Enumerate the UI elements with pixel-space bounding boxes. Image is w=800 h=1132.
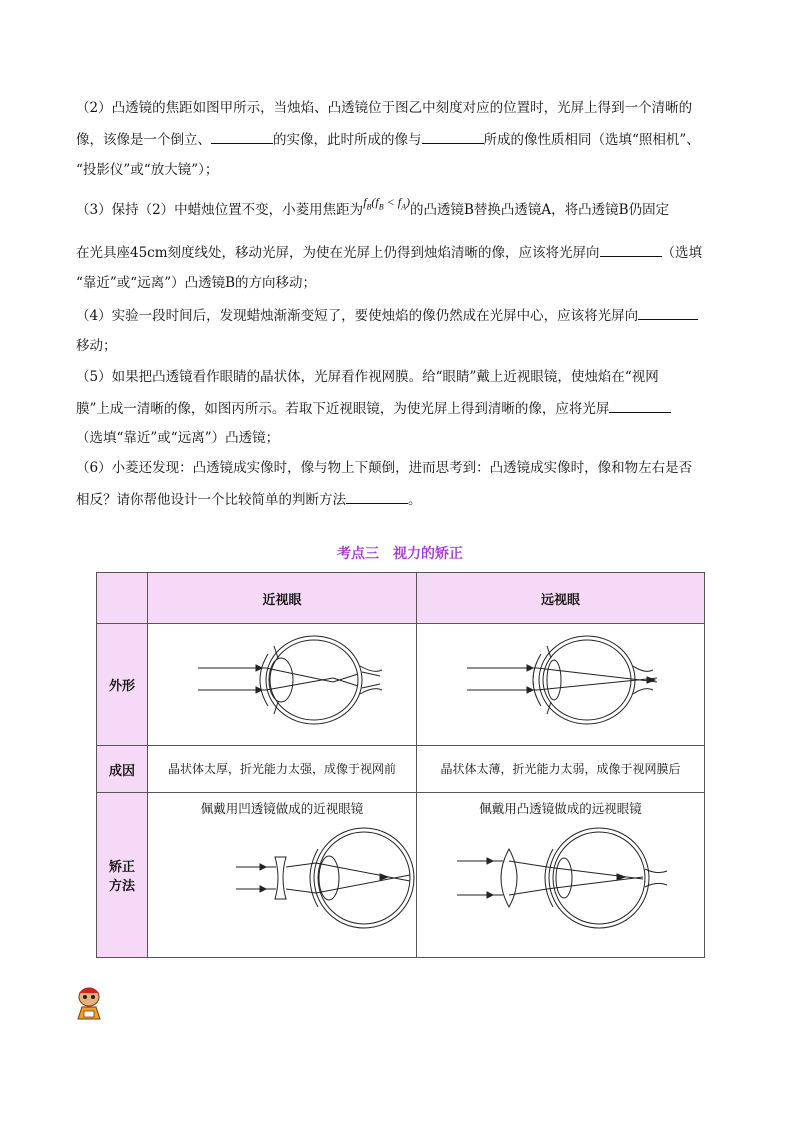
answer-blank[interactable] [638, 305, 698, 320]
mascot-icon [72, 983, 106, 1023]
col-myopia: 近视眼 [148, 573, 417, 624]
answer-blank[interactable] [211, 129, 273, 144]
q5-line3: （选填“靠近”或“远离”）凸透镜； [76, 430, 280, 446]
q3-line3: “靠近”或“远离”）凸透镜B的方向移动； [76, 275, 317, 291]
row-label-shape: 外形 [97, 624, 148, 746]
answer-blank[interactable] [600, 242, 662, 257]
q2-line2: 像，该像是一个倒立、 的实像，此时所成的像与 所成的像性质相同（选填“照相机”、 [76, 129, 700, 150]
q6-line2: 相反？请你帮他设计一个比较简单的判断方法 。 [76, 489, 422, 510]
cause-hyperopia: 晶状体太薄，折光能力太弱，成像于视网膜后 [417, 746, 705, 793]
focal-length-formula: $f_B(f_B < f_A)$ [363, 195, 410, 212]
q2-line1: （2）凸透镜的焦距如图甲所示，当烛焰、凸透镜位于图乙中刻度对应的位置时，光屏上得到一个清晰的 [76, 100, 693, 116]
row-label-cause: 成因 [97, 746, 148, 793]
cause-myopia: 晶状体太厚，折光能力太强，成像于视网前 [148, 746, 417, 793]
fix-hyperopia-cell [417, 793, 705, 958]
q3-line2: 在光具座45cm刻度线处，移动光屏，为使在光屏上仍得到烛焰清晰的像，应该将光屏向 （选填 [76, 242, 702, 263]
myopia-correction-svg [148, 817, 416, 949]
answer-blank[interactable] [346, 489, 408, 504]
myopia-eye-svg [148, 624, 416, 742]
fix-hyperopia-text: 佩戴用凸透镜做成的远视眼镜 [479, 801, 642, 816]
corner-cell [97, 573, 148, 624]
table-row-fix [97, 793, 705, 958]
q4-line2: 移动； [76, 338, 117, 354]
q2-line3: “投影仪”或“放大镜”）； [76, 162, 219, 178]
q6-line1: （6）小菱还发现：凸透镜成实像时，像与物上下颠倒，进而思考到：凸透镜成实像时，像和物左右是否 [76, 460, 693, 476]
hyperopia-eye-diagram [417, 624, 705, 746]
myopia-eye-diagram [148, 624, 417, 746]
row-label-fix: 矫正 方法 [97, 793, 148, 958]
vision-correction-table [96, 572, 705, 958]
hyperopia-correction-svg [417, 817, 704, 949]
section-title: 考点三 视力的矫正 [337, 546, 463, 562]
hyperopia-eye-svg [417, 624, 704, 742]
q3-line1: （3）保持（2）中蜡烛位置不变，小菱用焦距为$f_B(f_B < f_A)$的凸透镜B替换凸透镜A，将凸透镜B仍固定 [76, 200, 669, 225]
q5-line2: 膜”上成一清晰的像，如图丙所示。若取下近视眼镜，为使光屏上得到清晰的像，应将光屏 [76, 398, 671, 419]
q5-line1: （5）如果把凸透镜看作眼睛的晶状体，光屏看作视网膜。给“眼睛”戴上近视眼镜，使烛焰在“视网 [76, 369, 659, 385]
q4-line1: （4）实验一段时间后，发现蜡烛渐渐变短了，要使烛焰的像仍然成在光屏中心，应该将光屏向 [76, 305, 698, 326]
fix-myopia-text: 佩戴用凹透镜做成的近视眼镜 [200, 801, 364, 816]
answer-blank[interactable] [422, 129, 484, 144]
table-row-shape [97, 624, 705, 746]
table-row-cause [97, 746, 705, 793]
answer-blank[interactable] [609, 398, 671, 413]
col-hyperopia: 远视眼 [417, 573, 705, 624]
table-header-row [97, 573, 705, 624]
fix-myopia-cell [148, 793, 417, 958]
